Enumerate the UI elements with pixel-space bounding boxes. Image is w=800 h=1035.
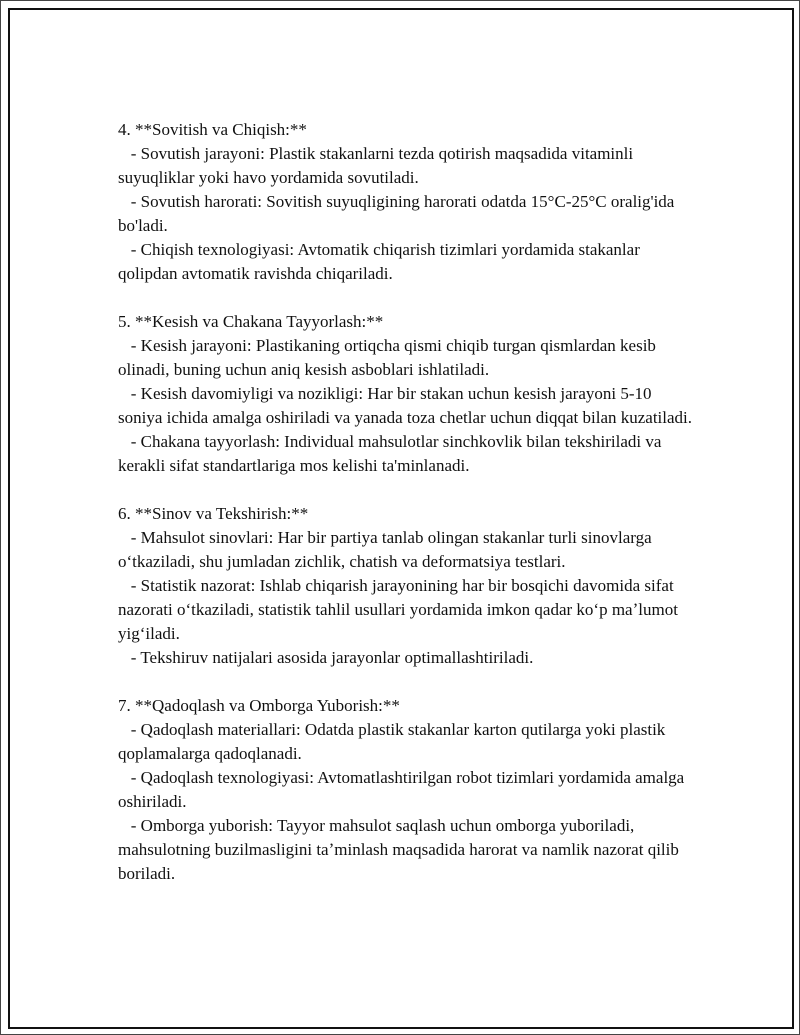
- section-cooling-and-ejection: [118, 118, 698, 286]
- section-packaging-and-shipping: [118, 694, 698, 886]
- section-heading: 4. **Sovitish va Chiqish:**: [118, 120, 307, 139]
- list-item: - Statistik nazorat: Ishlab chiqarish jarayonining har bir bosqichi davomida sifat nazorati oʻtkaziladi, statistik tahlil usullari yordamida imkon qadar koʻp maʼlumot yigʻiladi.: [118, 576, 683, 643]
- section-heading: 7. **Qadoqlash va Omborga Yuborish:**: [118, 696, 400, 715]
- list-item: - Tekshiruv natijalari asosida jarayonlar optimallashtiriladi.: [118, 648, 534, 667]
- list-item: - Mahsulot sinovlari: Har bir partiya tanlab olingan stakanlar turli sinovlarga oʻtkaziladi, shu jumladan zichlik, chatish va deformatsiya testlari.: [118, 528, 656, 571]
- list-item: - Chiqish texnologiyasi: Avtomatik chiqarish tizimlari yordamida stakanlar qolipdan avtomatik ravishda chiqariladi.: [118, 240, 645, 283]
- section-heading: 6. **Sinov va Tekshirish:**: [118, 504, 309, 523]
- document-body: [118, 118, 698, 910]
- section-cutting-and-finishing: [118, 310, 698, 478]
- list-item: - Kesish jarayoni: Plastikaning ortiqcha qismi chiqib turgan qismlardan kesib olinadi, buning uchun aniq kesish asboblari ishlatiladi.: [118, 336, 661, 379]
- list-item: - Kesish davomiyligi va nozikligi: Har bir stakan uchun kesish jarayoni 5-10 soniya ichida amalga oshiriladi va yanada toza chetlar uchun diqqat bilan kuzatiladi.: [118, 384, 693, 427]
- list-item: - Sovutish jarayoni: Plastik stakanlarni tezda qotirish maqsadida vitaminli suyuqliklar yoki havo yordamida sovutiladi.: [118, 144, 638, 187]
- list-item: - Chakana tayyorlash: Individual mahsulotlar sinchkovlik bilan tekshiriladi va kerakli sifat standartlariga mos kelishi ta'minlanadi.: [118, 432, 666, 475]
- list-item: - Omborga yuborish: Tayyor mahsulot saqlash uchun omborga yuboriladi, mahsulotning buzilmasligini taʼminlash maqsadida harorat va namlik nazorat qilib boriladi.: [118, 816, 684, 883]
- list-item: - Sovutish harorati: Sovitish suyuqligining harorati odatda 15°C-25°C oralig'ida bo'ladi.: [118, 192, 679, 235]
- section-heading: 5. **Kesish va Chakana Tayyorlash:**: [118, 312, 384, 331]
- list-item: - Qadoqlash texnologiyasi: Avtomatlashtirilgan robot tizimlari yordamida amalga oshiriladi.: [118, 768, 689, 811]
- list-item: - Qadoqlash materiallari: Odatda plastik stakanlar karton qutilarga yoki plastik qoplamalarga qadoqlanadi.: [118, 720, 670, 763]
- section-testing-and-inspection: [118, 502, 698, 670]
